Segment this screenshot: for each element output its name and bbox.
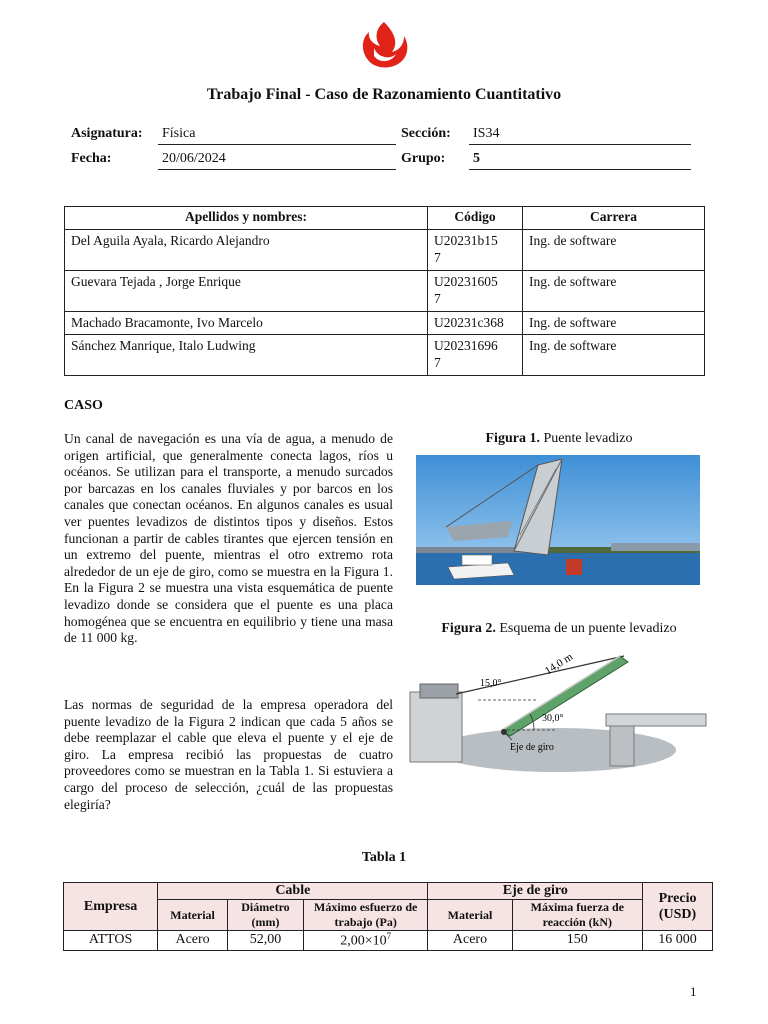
figure1-caption	[418, 431, 700, 447]
member-career: Ing. de software	[523, 271, 705, 312]
row-esfuerzo	[303, 931, 428, 951]
esfuerzo-base: 2,00×10	[340, 933, 387, 949]
row-material: Acero	[158, 931, 228, 951]
header-precio: Precio (USD)	[643, 883, 713, 931]
header-empresa: Empresa	[64, 883, 158, 931]
grupo-label: Grupo:	[401, 151, 446, 166]
member-name: Sánchez Manrique, Italo Ludwing	[65, 335, 428, 376]
figure2-diagram	[406, 640, 712, 780]
header-fuerza: Máxima fuerza de reacción (kN)	[512, 900, 643, 931]
header-code: Código	[428, 207, 523, 230]
row-precio: 16 000	[643, 931, 713, 951]
member-name: Machado Bracamonte, Ivo Marcelo	[65, 312, 428, 335]
figure2-pivot-label: Eje de giro	[510, 742, 554, 753]
figure1-caption-text: Puente levadizo	[543, 431, 633, 446]
table-row	[65, 271, 705, 312]
esfuerzo-exponent: 7	[386, 931, 392, 941]
row-diametro: 52,00	[228, 931, 304, 951]
figure2-caption	[418, 621, 700, 637]
header-diametro: Diámetro (mm)	[228, 900, 304, 931]
member-code: U20231696 7	[428, 335, 523, 376]
figure2-length: 14,0 m	[542, 650, 576, 678]
member-career: Ing. de software	[523, 230, 705, 271]
table-row	[64, 931, 713, 951]
member-name: Del Aguila Ayala, Ricardo Alejandro	[65, 230, 428, 271]
member-career: Ing. de software	[523, 335, 705, 376]
member-career: Ing. de software	[523, 312, 705, 335]
member-code: U20231b15 7	[428, 230, 523, 271]
figure2-caption-text: Esquema de un puente levadizo	[499, 621, 677, 636]
figure1-label: Figura 1.	[485, 431, 540, 446]
member-name: Guevara Tejada , Jorge Enrique	[65, 271, 428, 312]
member-code: U20231c368	[428, 312, 523, 335]
header-name: Apellidos y nombres:	[65, 207, 428, 230]
fecha-value: 20/06/2024	[158, 149, 396, 170]
table-row	[65, 335, 705, 376]
figure1-photo	[416, 455, 700, 585]
figure2-label: Figura 2.	[441, 621, 496, 636]
table1-title: Tabla 1	[361, 850, 407, 865]
header-material2: Material	[428, 900, 512, 931]
member-code: U20231605 7	[428, 271, 523, 312]
header-career: Carrera	[523, 207, 705, 230]
seccion-label: Sección:	[401, 126, 451, 141]
header-esfuerzo: Máximo esfuerzo de trabajo (Pa)	[303, 900, 428, 931]
page-number: 1	[690, 984, 697, 999]
seccion-value: IS34	[469, 124, 691, 145]
page-title: Trabajo Final - Caso de Razonamiento Cuantitativo	[206, 86, 562, 103]
header-eje: Eje de giro	[428, 883, 643, 900]
caso-paragraph-1: Un canal de navegación es una vía de agua, a menudo de origen artificial, que generalmente conecta lagos, ríos u océanos. Se utilizan para el transporte, a menudo surcados por barcazas en los canales fluviales y por barcos en los canales que conectan océanos. En algunos canales es usual ver puentes levadizos de distintos tipos y diseños. Estos funcionan a partir de cables tirantes que ejercen tensión en un extremo del puente, mientras el otro extremo rota alrededor de un eje de giro, como se muestra en la Figura 1. En la Figura 2 se muestra una vista esquemática de puente levadizo donde se considera que el puente es una placa homogénea que se encuentra en equilibrio y tiene una masa de 11 000 kg.	[64, 431, 393, 646]
proposals-table	[63, 882, 713, 951]
caso-paragraph-2: Las normas de seguridad de la empresa operadora del puente levadizo de la Figura 2 indican que cada 5 años se debe reemplazar el cable que eleva el puente y el eje de giro. La empresa recibió las propuestas de cuatro proveedores como se muestran en la Tabla 1. Si estuviera a cargo del proceso de selección, ¿cuál de las propuestas elegiría?	[64, 697, 393, 812]
figure2-angle-bottom: 30,0°	[542, 713, 564, 724]
grupo-value: 5	[469, 149, 691, 170]
asignatura-label: Asignatura:	[71, 126, 143, 141]
fecha-label: Fecha:	[71, 151, 112, 166]
header-material: Material	[158, 900, 228, 931]
university-logo	[352, 18, 416, 74]
table-row	[65, 312, 705, 335]
header-cable: Cable	[158, 883, 428, 900]
row-empresa: ATTOS	[64, 931, 158, 951]
row-fuerza: 150	[512, 931, 643, 951]
row-material2: Acero	[428, 931, 512, 951]
asignatura-value: Física	[158, 124, 396, 145]
caso-heading: CASO	[64, 398, 103, 413]
figure2-angle-top: 15,0°	[480, 678, 502, 689]
members-table	[64, 206, 705, 376]
table-row	[65, 230, 705, 271]
